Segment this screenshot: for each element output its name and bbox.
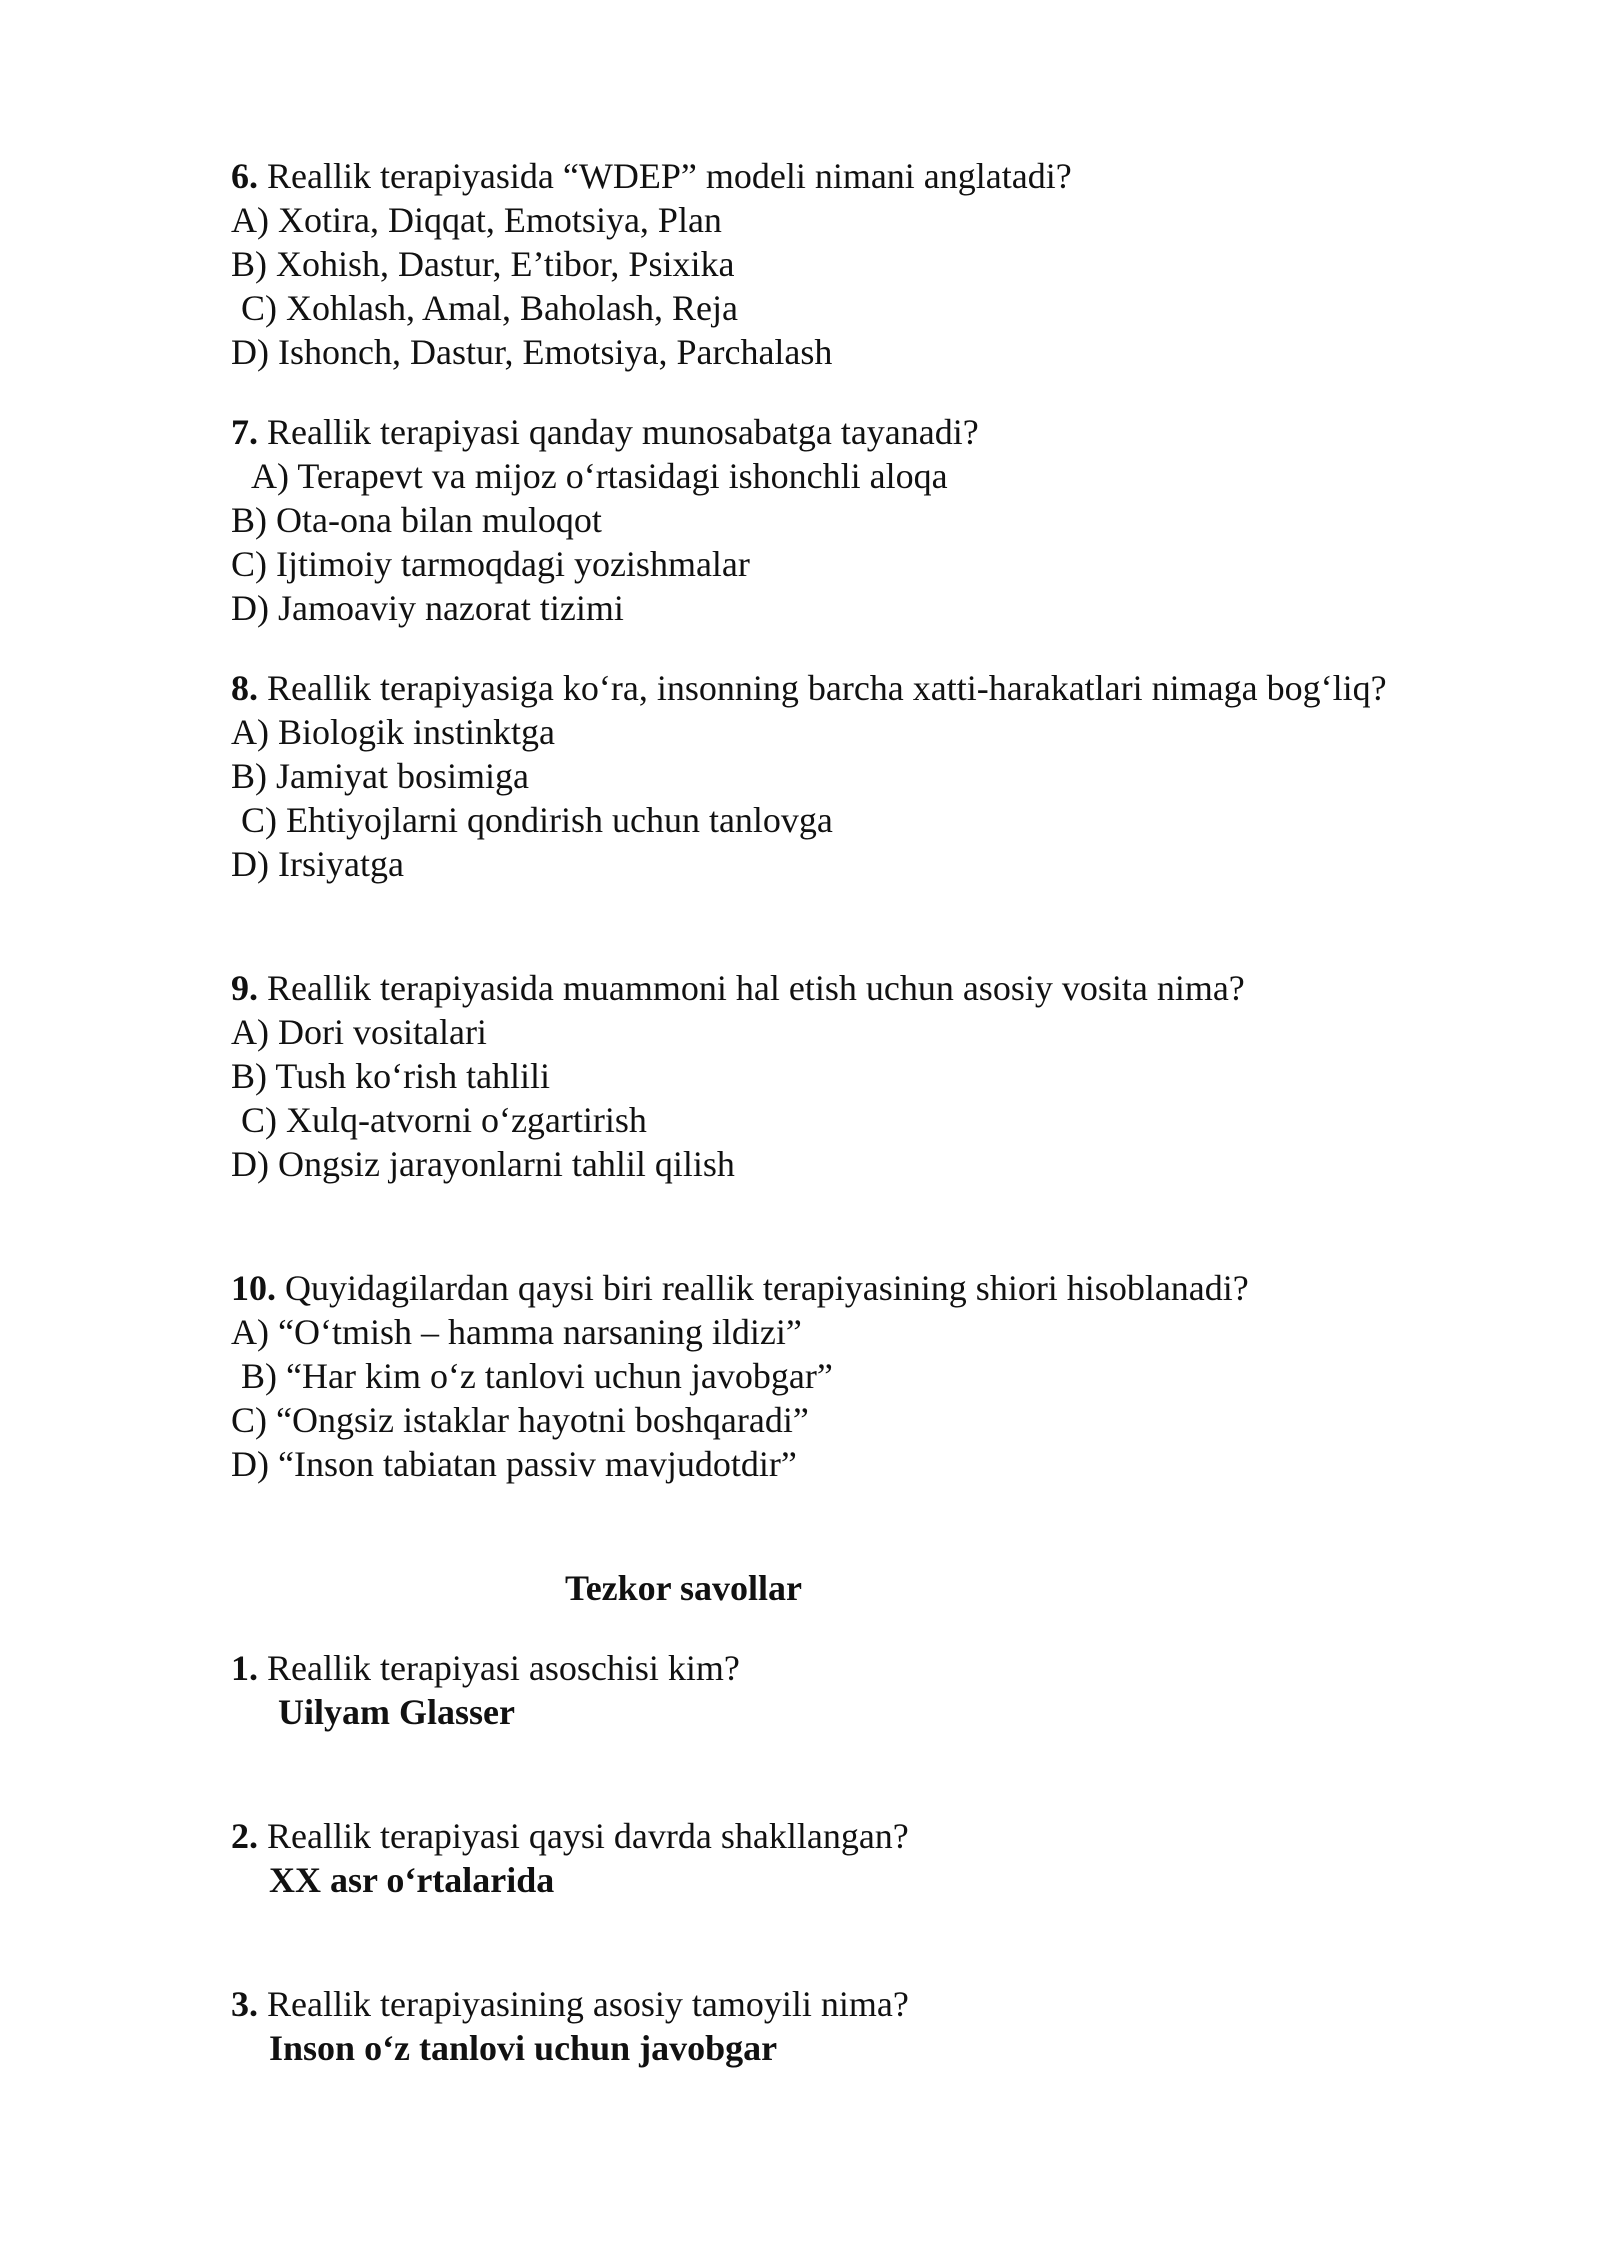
option-c: C) “Ongsiz istaklar hayotni boshqaradi”	[231, 1400, 809, 1440]
question-7	[231, 410, 1531, 630]
question-number: 6.	[231, 156, 258, 196]
question-8	[231, 666, 1531, 886]
question-prompt: Reallik terapiyasiga ko‘ra, insonning barcha xatti-harakatlari nimaga bog‘liq?	[258, 668, 1387, 708]
option-b: B) Ota-ona bilan muloqot	[231, 500, 602, 540]
section-heading: Tezkor savollar	[565, 1568, 803, 1608]
question-prompt: Reallik terapiyasining asosiy tamoyili nima?	[258, 1984, 909, 2024]
question-8-text	[231, 666, 1531, 710]
quick-question-2-text	[231, 1814, 1531, 1858]
question-10-text	[231, 1266, 1531, 1310]
option-d: D) Ongsiz jarayonlarni tahlil qilish	[231, 1144, 735, 1184]
question-number: 3.	[231, 1984, 258, 2024]
option-d: D) Ishonch, Dastur, Emotsiya, Parchalash	[231, 332, 833, 372]
question-prompt: Reallik terapiyasida muammoni hal etish uchun asosiy vosita nima?	[258, 968, 1245, 1008]
question-number: 1.	[231, 1648, 258, 1688]
option-d: D) “Inson tabiatan passiv mavjudotdir”	[231, 1444, 797, 1484]
option-c: C) Xohlash, Amal, Baholash, Reja	[241, 288, 738, 328]
option-b: B) Xohish, Dastur, E’tibor, Psixika	[231, 244, 735, 284]
question-prompt: Reallik terapiyasi asoschisi kim?	[258, 1648, 740, 1688]
question-6	[231, 154, 1531, 374]
option-d: D) Jamoaviy nazorat tizimi	[231, 588, 624, 628]
quick-answer: XX asr o‘rtalarida	[269, 1860, 555, 1900]
option-a: A) Xotira, Diqqat, Emotsiya, Plan	[231, 200, 722, 240]
question-9	[231, 966, 1531, 1186]
option-a: A) Terapevt va mijoz o‘rtasidagi ishonchli aloqa	[251, 456, 948, 496]
question-6-text	[231, 154, 1531, 198]
option-a: A) Biologik instinktga	[231, 712, 555, 752]
quick-question-1	[231, 1646, 1531, 1734]
quick-answer: Inson o‘z tanlovi uchun javobgar	[269, 2028, 778, 2068]
question-number: 9.	[231, 968, 258, 1008]
question-number: 7.	[231, 412, 258, 452]
question-prompt: Reallik terapiyasida “WDEP” modeli nimani anglatadi?	[258, 156, 1072, 196]
question-number: 8.	[231, 668, 258, 708]
question-prompt: Reallik terapiyasi qanday munosabatga tayanadi?	[258, 412, 979, 452]
option-c: C) Ehtiyojlarni qondirish uchun tanlovga	[241, 800, 833, 840]
quick-question-2	[231, 1814, 1531, 1902]
option-d: D) Irsiyatga	[231, 844, 404, 884]
option-c: C) Ijtimoiy tarmoqdagi yozishmalar	[231, 544, 750, 584]
question-9-text	[231, 966, 1531, 1010]
question-7-text	[231, 410, 1531, 454]
option-b: B) “Har kim o‘z tanlovi uchun javobgar”	[241, 1356, 833, 1396]
quick-answer: Uilyam Glasser	[278, 1692, 515, 1732]
option-b: B) Jamiyat bosimiga	[231, 756, 529, 796]
question-number: 10.	[231, 1268, 276, 1308]
question-10	[231, 1266, 1531, 1486]
quick-question-3	[231, 1982, 1531, 2070]
option-a: A) Dori vositalari	[231, 1012, 487, 1052]
question-prompt: Quyidagilardan qaysi biri reallik terapiyasining shiori hisoblanadi?	[276, 1268, 1249, 1308]
quick-question-3-text	[231, 1982, 1531, 2026]
question-prompt: Reallik terapiyasi qaysi davrda shakllangan?	[258, 1816, 909, 1856]
option-b: B) Tush ko‘rish tahlili	[231, 1056, 551, 1096]
quick-question-1-text	[231, 1646, 1531, 1690]
question-number: 2.	[231, 1816, 258, 1856]
option-c: C) Xulq-atvorni o‘zgartirish	[241, 1100, 647, 1140]
option-a: A) “O‘tmish – hamma narsaning ildizi”	[231, 1312, 802, 1352]
